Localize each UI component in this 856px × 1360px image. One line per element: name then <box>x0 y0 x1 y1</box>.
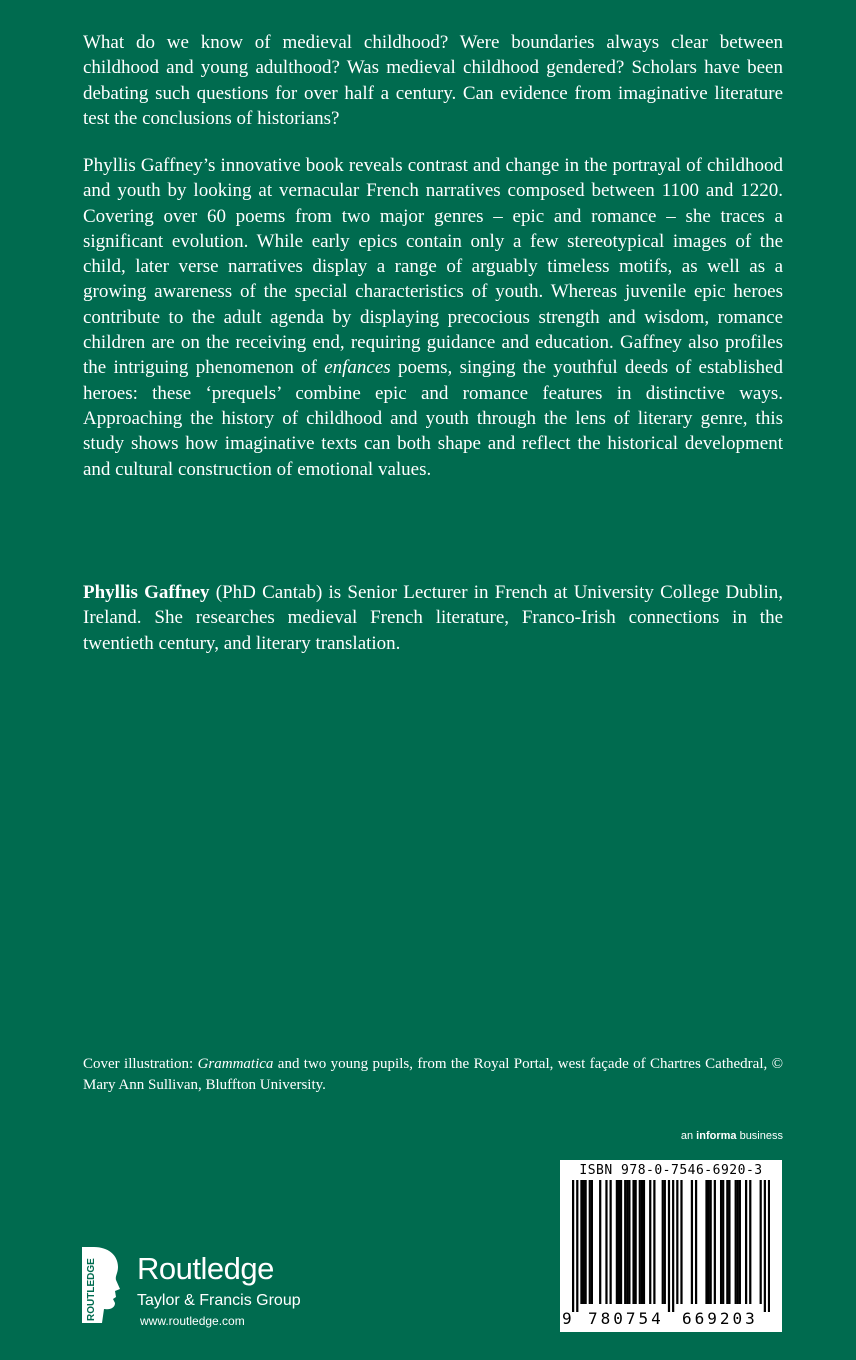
enfances-term: enfances <box>324 357 391 379</box>
tagline-prefix: an <box>680 1130 697 1142</box>
barcode-bar <box>643 1180 645 1304</box>
barcode-bar <box>728 1180 730 1304</box>
barcode-bar <box>624 1180 626 1304</box>
barcode-bar <box>605 1180 607 1304</box>
publisher-url: www.routledge.com <box>140 1314 245 1328</box>
barcode-bar <box>705 1180 707 1304</box>
barcode-bar <box>585 1180 587 1304</box>
barcode-bar <box>576 1180 578 1312</box>
barcode-bar <box>580 1180 582 1304</box>
barcode-bar <box>599 1180 601 1304</box>
barcode-bar <box>664 1180 666 1304</box>
barcode-bar <box>691 1180 693 1304</box>
barcode-bar <box>641 1180 643 1304</box>
barcode-bar <box>668 1180 670 1312</box>
barcode-bar <box>707 1180 709 1304</box>
barcode-bar <box>737 1180 739 1304</box>
barcode-bar <box>672 1180 674 1312</box>
blurb-paragraph-2-part-1: Phyllis Gaffney’s innovative book reveals contrast and change in the portrayal of childhood and youth by looking at vernacular French narratives composed between 1100 and 1220. Covering over 60 poems from two major genres – epic and romance – she traces a significant evolution. While early epics contain only a few stereotypical images of the child, later verse narratives display a range of arguably timeless motifs, as well as a growing awareness of the special characteristics of youth. Whereas juvenile epic heroes contribute to the adult agenda by displaying precocious strength and wisdom, romance children are on the receiving end, requiring guidance and education. Gaffney also profiles the intriguing phenomenon of <box>83 155 783 379</box>
blurb-paragraph-1: What do we know of medieval childhood? Were boundaries always clear between childhood and young adulthood? Was medieval childhood gendered? Scholars have been debating such questions for over half a century. Can evidence from imaginative literature test the conclusions of historians? <box>83 32 783 129</box>
tagline-brand: informa <box>696 1130 737 1142</box>
barcode-bar <box>620 1180 622 1304</box>
barcode-bar <box>680 1180 682 1304</box>
barcode-bar <box>649 1180 651 1304</box>
barcode-bar <box>749 1180 751 1304</box>
barcode-bar <box>710 1180 712 1304</box>
barcode-bar <box>745 1180 747 1304</box>
barcode-bar <box>626 1180 628 1304</box>
routledge-logo <box>80 1245 340 1335</box>
barcode-bar <box>591 1180 593 1304</box>
ean-left-group: 780754 <box>588 1309 664 1328</box>
credit-italic-title: Grammatica <box>197 1056 274 1072</box>
barcode-bar <box>676 1180 678 1304</box>
author-name: Phyllis Gaffney <box>83 582 210 603</box>
blurb-paragraph-2-part-2: poems, singing the youthful deeds of established heroes: these ‘prequels’ combine epic and romance features in distinctive ways. Approaching the history of childhood and youth through the lens of literary genre, this study shows how imaginative texts can both shape and reflect the historical development and cultural construction of emotional values. <box>83 357 783 480</box>
author-bio <box>83 580 783 656</box>
barcode-bar <box>582 1180 584 1304</box>
ean-right-group: 669203 <box>682 1309 758 1328</box>
routledge-head-icon <box>80 1245 122 1325</box>
barcode-bar <box>768 1180 770 1312</box>
barcode-bar <box>722 1180 724 1304</box>
barcode-bars <box>572 1180 770 1312</box>
barcode-bar <box>695 1180 697 1304</box>
publisher-group: Taylor & Francis Group <box>137 1292 301 1309</box>
isbn-label: ISBN 978-0-7546-6920-3 <box>579 1163 763 1178</box>
barcode-bar <box>616 1180 618 1304</box>
barcode-bar <box>764 1180 766 1312</box>
blurb-paragraph-2 <box>83 153 783 482</box>
credit-suffix: and two young pupils, from the Royal Portal, west façade of Chartres Cathedral, © Mary Ann Sullivan, Bluffton University. <box>83 1056 784 1093</box>
publisher-name: Routledge <box>137 1251 274 1286</box>
barcode-bar <box>589 1180 591 1304</box>
barcode-bar <box>739 1180 741 1304</box>
credit-prefix: Cover illustration: <box>83 1056 198 1072</box>
barcode-bar <box>635 1180 637 1304</box>
barcode-bar <box>653 1180 655 1304</box>
barcode-bar <box>639 1180 641 1304</box>
barcode-bar <box>628 1180 630 1304</box>
barcode-bar <box>610 1180 612 1304</box>
barcode-bar <box>572 1180 574 1312</box>
barcode-bar <box>760 1180 762 1304</box>
barcode-bar <box>618 1180 620 1304</box>
tagline-suffix: business <box>736 1130 783 1142</box>
author-bio-text: (PhD Cantab) is Senior Lecturer in French at University College Dublin, Ireland. She researches medieval French literature, Franco-Irish connections in the twentieth century, and literary translation. <box>83 582 783 654</box>
barcode-bar <box>632 1180 634 1304</box>
barcode-bar <box>662 1180 664 1304</box>
routledge-vertical-wordmark: ROUTLEDGE <box>86 1258 97 1321</box>
barcode-bar <box>720 1180 722 1304</box>
cover-illustration-credit <box>83 1054 783 1096</box>
ean-first-digit: 9 <box>562 1309 572 1328</box>
barcode-bar <box>714 1180 716 1304</box>
barcode-bar <box>726 1180 728 1304</box>
informa-tagline <box>681 1130 783 1142</box>
isbn-barcode <box>560 1160 782 1332</box>
barcode-bar <box>735 1180 737 1304</box>
